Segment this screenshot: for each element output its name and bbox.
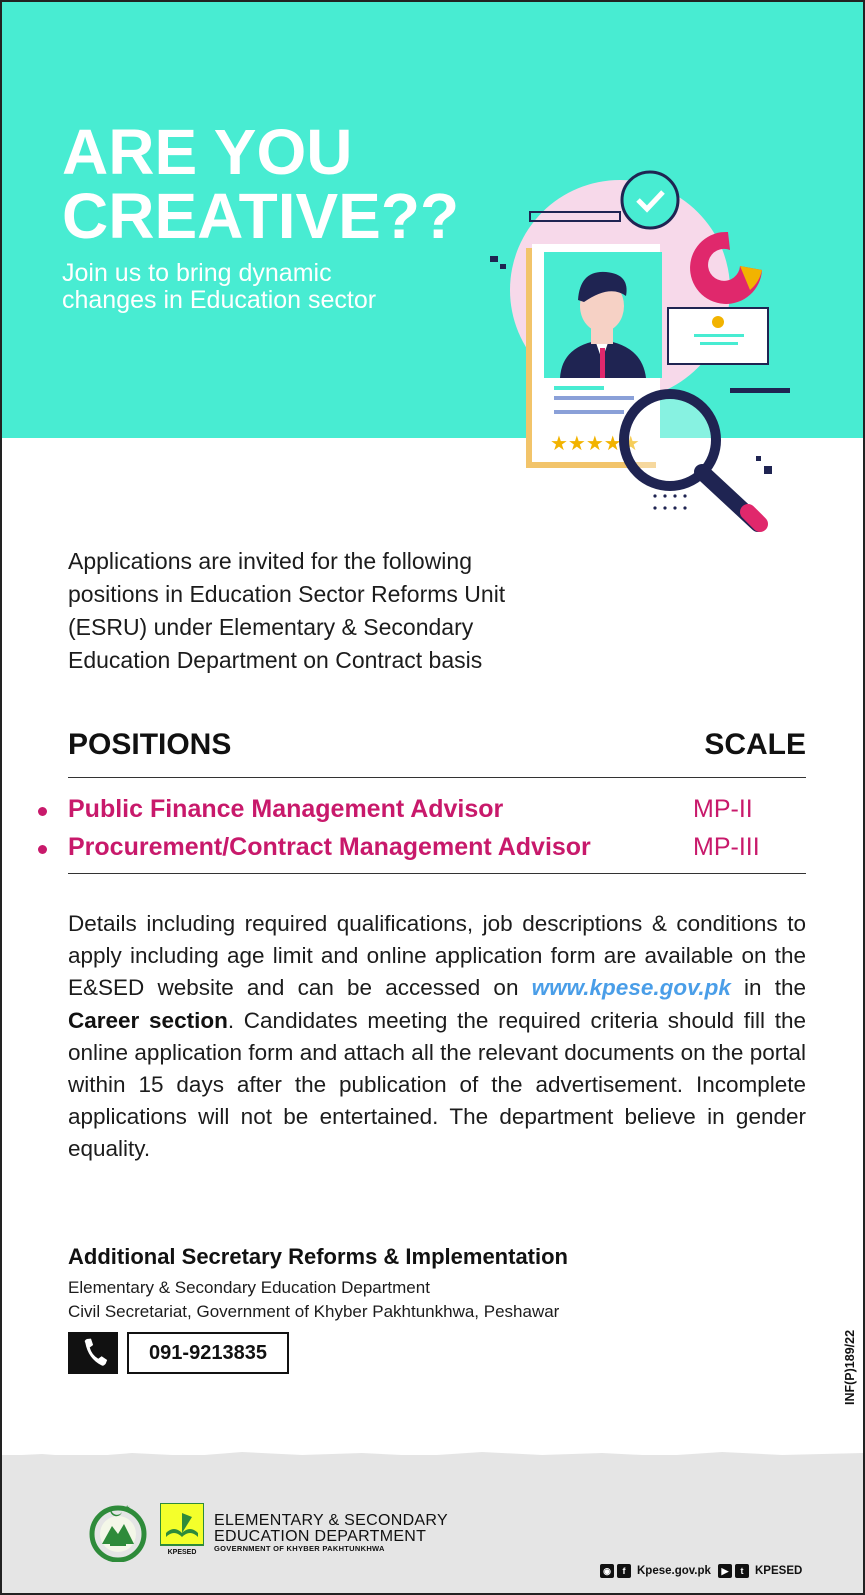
recruitment-illustration <box>480 160 820 550</box>
kp-government-emblem <box>88 1500 148 1562</box>
positions-heading: POSITIONS <box>68 728 232 761</box>
position-name: Procurement/Contract Management Advisor <box>68 833 591 861</box>
details-paragraph <box>68 908 806 1166</box>
check-bubble-icon <box>622 172 678 228</box>
hero-title-line1: ARE YOU <box>62 116 353 188</box>
hero-subtitle <box>62 260 462 314</box>
intro-line4: Education Department on Contract basis <box>68 647 483 673</box>
contact-title: Additional Secretary Reforms & Implementation <box>68 1244 568 1269</box>
hero-title-line2: CREATIVE?? <box>62 180 460 252</box>
dept-name-line2: EDUCATION DEPARTMENT <box>214 1528 427 1545</box>
positions-divider <box>68 873 806 874</box>
positions-list <box>38 795 806 871</box>
website-text: Kpese.gov.pk <box>637 1565 711 1577</box>
details-part2: in the <box>730 975 806 1001</box>
contact-line2: Civil Secretariat, Government of Khyber Pakhtunkhwa, Peshawar <box>68 1302 560 1321</box>
logo-caption: KPESED <box>167 1549 197 1556</box>
details-part1: Details including required qualifications, job descriptions & conditions to apply including age limit and online application form are available on the E&SED website and can be accessed on <box>68 911 806 1001</box>
svg-text:★: ★ <box>124 1504 131 1512</box>
hero-subtitle-line2: changes in Education sector <box>62 286 377 314</box>
positions-header <box>68 728 806 778</box>
details-part3: . Candidates meeting the required criteria should fill the online application form and attach all the relevant documents on the portal within 15 days after the publication of the advertisement. Incomplete applications will not be entertained. The department believe in gender equality. <box>68 1007 806 1162</box>
facebook-icon[interactable]: f <box>617 1564 631 1578</box>
social-handle[interactable] <box>718 1563 802 1579</box>
rating-stars-icon: ★★★★★ <box>550 431 640 455</box>
career-section-text: Career section <box>68 1007 228 1033</box>
handle-text: KPESED <box>755 1565 803 1577</box>
dept-name-line3: GOVERNMENT OF KHYBER PAKHTUNKHWA <box>214 1544 385 1553</box>
position-row <box>38 833 806 871</box>
intro-text <box>68 545 588 677</box>
scale-heading: SCALE <box>704 728 806 761</box>
hero-title <box>62 116 532 252</box>
position-scale: MP-III <box>693 833 760 861</box>
reference-code: INF(P)189/22 <box>843 1329 857 1405</box>
position-row <box>38 795 806 833</box>
intro-line3: (ESRU) under Elementary & Secondary <box>68 614 474 640</box>
youtube-icon[interactable]: ▶ <box>718 1564 732 1578</box>
kpesed-logo <box>160 1503 204 1558</box>
position-name: Public Finance Management Advisor <box>68 795 504 823</box>
intro-line1: Applications are invited for the following <box>68 548 473 574</box>
phone-icon <box>68 1332 118 1374</box>
intro-line2: positions in Education Sector Reforms Unit <box>68 581 506 607</box>
hero-subtitle-line1: Join us to bring dynamic <box>62 259 332 287</box>
dept-name-line1: ELEMENTARY & SECONDARY <box>214 1512 448 1529</box>
phone-number[interactable]: 091-9213835 <box>127 1332 289 1374</box>
social-website[interactable] <box>600 1563 711 1579</box>
twitter-icon[interactable]: t <box>735 1564 749 1578</box>
website-link[interactable]: www.kpese.gov.pk <box>531 975 731 1001</box>
contact-line1: Elementary & Secondary Education Department <box>68 1278 430 1297</box>
globe-icon: ◉ <box>600 1564 614 1578</box>
bullet-icon <box>38 845 47 854</box>
bullet-icon <box>38 807 47 816</box>
position-scale: MP-II <box>693 795 753 823</box>
